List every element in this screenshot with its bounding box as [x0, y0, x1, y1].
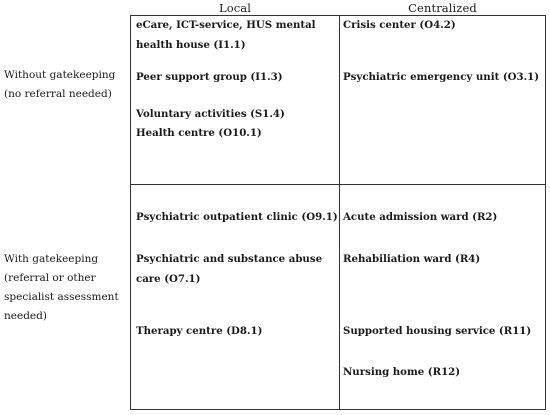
service-ecare: eCare, ICT-service, HUS mental health house (I1.1): [136, 19, 316, 51]
column-header-centralized: Centralized: [408, 1, 477, 15]
service-voluntary-activities: Voluntary activities (S1.4): [136, 108, 285, 120]
service-psychiatric-emergency-unit: Psychiatric emergency unit (O3.1): [343, 71, 540, 83]
service-nursing-home: Nursing home (R12): [343, 366, 461, 378]
service-crisis-center: Crisis center (O4.2): [343, 19, 456, 31]
row-divider: [130, 184, 546, 185]
service-rehabilitation-ward: Rehabiliation ward (R4): [343, 253, 481, 265]
row-label-without-gatekeeping: Without gatekeeping (no referral needed): [4, 69, 116, 100]
service-health-centre: Health centre (O10.1): [136, 127, 262, 139]
service-psychiatric-outpatient-clinic: Psychiatric outpatient clinic (O9.1): [136, 211, 338, 223]
column-header-local: Local: [218, 1, 252, 15]
service-psychiatric-substance-abuse-care: Psychiatric and substance abuse care (O7.1): [136, 253, 323, 285]
service-therapy-centre: Therapy centre (D8.1): [136, 325, 263, 337]
row-header-without-gatekeeping: [4, 66, 126, 104]
service-peer-support-group: Peer support group (I1.3): [136, 71, 283, 83]
row-header-with-gatekeeping: [4, 250, 126, 326]
service-supported-housing: Supported housing service (R11): [343, 325, 532, 337]
row-label-with-gatekeeping: With gatekeeping (referral or other specialist assessment needed): [4, 253, 119, 322]
service-acute-admission-ward: Acute admission ward (R2): [343, 211, 498, 223]
column-divider: [339, 15, 340, 410]
